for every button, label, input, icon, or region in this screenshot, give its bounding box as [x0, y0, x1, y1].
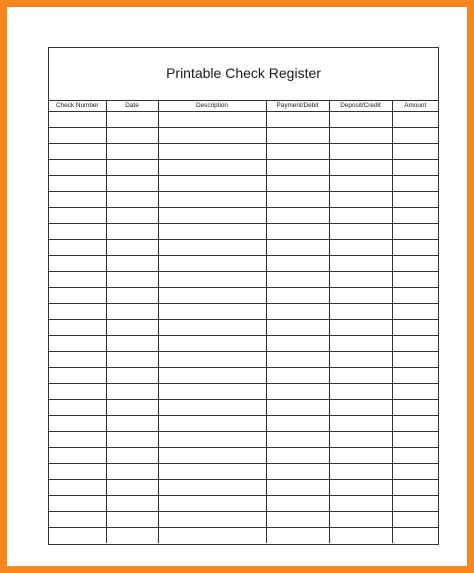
cell-payment-debit — [266, 112, 329, 128]
table-row — [49, 384, 438, 400]
cell-payment-debit — [266, 160, 329, 176]
cell-check-number — [49, 496, 106, 512]
table-row — [49, 464, 438, 480]
cell-amount — [392, 256, 438, 272]
cell-payment-debit — [266, 352, 329, 368]
cell-date — [106, 224, 158, 240]
cell-payment-debit — [266, 128, 329, 144]
register-table — [49, 101, 438, 543]
cell-deposit-credit — [329, 496, 392, 512]
cell-date — [106, 112, 158, 128]
table-row — [49, 160, 438, 176]
cell-deposit-credit — [329, 224, 392, 240]
cell-amount — [392, 368, 438, 384]
cell-amount — [392, 464, 438, 480]
cell-check-number — [49, 368, 106, 384]
cell-payment-debit — [266, 512, 329, 528]
cell-check-number — [49, 240, 106, 256]
cell-amount — [392, 144, 438, 160]
table-row — [49, 480, 438, 496]
cell-date — [106, 480, 158, 496]
cell-description — [158, 336, 266, 352]
register-body — [49, 112, 438, 544]
cell-description — [158, 208, 266, 224]
column-header-check-number: Check Number — [49, 101, 106, 112]
cell-deposit-credit — [329, 512, 392, 528]
cell-amount — [392, 112, 438, 128]
cell-date — [106, 400, 158, 416]
table-row — [49, 416, 438, 432]
cell-deposit-credit — [329, 448, 392, 464]
cell-description — [158, 352, 266, 368]
cell-date — [106, 384, 158, 400]
cell-description — [158, 400, 266, 416]
cell-check-number — [49, 176, 106, 192]
cell-payment-debit — [266, 496, 329, 512]
cell-check-number — [49, 192, 106, 208]
cell-date — [106, 352, 158, 368]
cell-deposit-credit — [329, 320, 392, 336]
cell-description — [158, 144, 266, 160]
cell-payment-debit — [266, 240, 329, 256]
column-header-deposit-credit: Deposit/Credit — [329, 101, 392, 112]
cell-description — [158, 176, 266, 192]
cell-payment-debit — [266, 368, 329, 384]
cell-amount — [392, 224, 438, 240]
table-row — [49, 400, 438, 416]
cell-description — [158, 128, 266, 144]
cell-payment-debit — [266, 448, 329, 464]
cell-date — [106, 496, 158, 512]
cell-description — [158, 512, 266, 528]
table-row — [49, 512, 438, 528]
cell-description — [158, 256, 266, 272]
table-row — [49, 448, 438, 464]
cell-check-number — [49, 512, 106, 528]
cell-check-number — [49, 464, 106, 480]
cell-date — [106, 512, 158, 528]
cell-description — [158, 304, 266, 320]
cell-check-number — [49, 112, 106, 128]
cell-deposit-credit — [329, 352, 392, 368]
cell-check-number — [49, 320, 106, 336]
table-row — [49, 128, 438, 144]
cell-date — [106, 464, 158, 480]
cell-payment-debit — [266, 528, 329, 544]
column-header-description: Description — [158, 101, 266, 112]
cell-deposit-credit — [329, 368, 392, 384]
cell-description — [158, 416, 266, 432]
table-row — [49, 256, 438, 272]
cell-check-number — [49, 480, 106, 496]
cell-date — [106, 448, 158, 464]
cell-deposit-credit — [329, 256, 392, 272]
cell-deposit-credit — [329, 336, 392, 352]
cell-description — [158, 384, 266, 400]
cell-payment-debit — [266, 272, 329, 288]
cell-date — [106, 288, 158, 304]
table-row — [49, 496, 438, 512]
table-row — [49, 192, 438, 208]
cell-deposit-credit — [329, 160, 392, 176]
cell-amount — [392, 496, 438, 512]
cell-amount — [392, 128, 438, 144]
cell-amount — [392, 416, 438, 432]
cell-description — [158, 224, 266, 240]
table-row — [49, 432, 438, 448]
cell-date — [106, 176, 158, 192]
cell-date — [106, 208, 158, 224]
cell-deposit-credit — [329, 144, 392, 160]
cell-date — [106, 160, 158, 176]
cell-check-number — [49, 256, 106, 272]
cell-amount — [392, 320, 438, 336]
cell-payment-debit — [266, 192, 329, 208]
cell-amount — [392, 400, 438, 416]
cell-date — [106, 416, 158, 432]
cell-date — [106, 304, 158, 320]
table-row — [49, 528, 438, 544]
cell-payment-debit — [266, 336, 329, 352]
cell-description — [158, 464, 266, 480]
cell-amount — [392, 512, 438, 528]
cell-check-number — [49, 160, 106, 176]
cell-deposit-credit — [329, 480, 392, 496]
cell-deposit-credit — [329, 288, 392, 304]
cell-payment-debit — [266, 464, 329, 480]
cell-amount — [392, 240, 438, 256]
cell-payment-debit — [266, 176, 329, 192]
table-row — [49, 224, 438, 240]
table-row — [49, 368, 438, 384]
cell-amount — [392, 480, 438, 496]
cell-deposit-credit — [329, 240, 392, 256]
cell-description — [158, 480, 266, 496]
cell-deposit-credit — [329, 272, 392, 288]
cell-date — [106, 336, 158, 352]
table-row — [49, 352, 438, 368]
table-row — [49, 240, 438, 256]
cell-description — [158, 448, 266, 464]
cell-date — [106, 256, 158, 272]
cell-date — [106, 128, 158, 144]
cell-date — [106, 368, 158, 384]
cell-payment-debit — [266, 416, 329, 432]
cell-payment-debit — [266, 320, 329, 336]
table-row — [49, 336, 438, 352]
cell-date — [106, 320, 158, 336]
cell-check-number — [49, 528, 106, 544]
cell-deposit-credit — [329, 528, 392, 544]
cell-description — [158, 288, 266, 304]
cell-payment-debit — [266, 256, 329, 272]
cell-amount — [392, 272, 438, 288]
table-row — [49, 176, 438, 192]
column-header-date: Date — [106, 101, 158, 112]
cell-check-number — [49, 384, 106, 400]
cell-description — [158, 192, 266, 208]
check-register-sheet — [48, 47, 439, 545]
cell-date — [106, 528, 158, 544]
cell-deposit-credit — [329, 208, 392, 224]
cell-check-number — [49, 432, 106, 448]
cell-amount — [392, 336, 438, 352]
cell-check-number — [49, 224, 106, 240]
cell-deposit-credit — [329, 416, 392, 432]
cell-amount — [392, 304, 438, 320]
cell-description — [158, 272, 266, 288]
cell-amount — [392, 448, 438, 464]
cell-check-number — [49, 416, 106, 432]
cell-amount — [392, 352, 438, 368]
cell-check-number — [49, 304, 106, 320]
cell-description — [158, 432, 266, 448]
cell-deposit-credit — [329, 464, 392, 480]
cell-payment-debit — [266, 288, 329, 304]
cell-description — [158, 112, 266, 128]
cell-check-number — [49, 336, 106, 352]
cell-date — [106, 192, 158, 208]
header-row — [49, 101, 438, 112]
cell-amount — [392, 288, 438, 304]
table-row — [49, 288, 438, 304]
cell-date — [106, 272, 158, 288]
page-title: Printable Check Register — [49, 48, 438, 101]
cell-amount — [392, 176, 438, 192]
column-header-amount: Amount — [392, 101, 438, 112]
cell-date — [106, 432, 158, 448]
cell-amount — [392, 384, 438, 400]
cell-deposit-credit — [329, 384, 392, 400]
cell-description — [158, 368, 266, 384]
cell-check-number — [49, 448, 106, 464]
table-row — [49, 304, 438, 320]
cell-payment-debit — [266, 224, 329, 240]
cell-payment-debit — [266, 400, 329, 416]
cell-check-number — [49, 272, 106, 288]
table-row — [49, 112, 438, 128]
cell-amount — [392, 160, 438, 176]
cell-deposit-credit — [329, 400, 392, 416]
cell-payment-debit — [266, 480, 329, 496]
table-row — [49, 320, 438, 336]
cell-date — [106, 144, 158, 160]
cell-deposit-credit — [329, 176, 392, 192]
cell-payment-debit — [266, 304, 329, 320]
cell-check-number — [49, 144, 106, 160]
cell-payment-debit — [266, 144, 329, 160]
cell-description — [158, 320, 266, 336]
table-row — [49, 144, 438, 160]
cell-description — [158, 240, 266, 256]
cell-payment-debit — [266, 384, 329, 400]
cell-payment-debit — [266, 432, 329, 448]
column-header-payment-debit: Payment/Debit — [266, 101, 329, 112]
cell-deposit-credit — [329, 432, 392, 448]
cell-check-number — [49, 352, 106, 368]
cell-description — [158, 160, 266, 176]
cell-check-number — [49, 288, 106, 304]
cell-amount — [392, 208, 438, 224]
cell-amount — [392, 432, 438, 448]
cell-check-number — [49, 400, 106, 416]
cell-date — [106, 240, 158, 256]
cell-description — [158, 496, 266, 512]
cell-deposit-credit — [329, 112, 392, 128]
cell-check-number — [49, 128, 106, 144]
cell-payment-debit — [266, 208, 329, 224]
cell-check-number — [49, 208, 106, 224]
cell-deposit-credit — [329, 304, 392, 320]
cell-deposit-credit — [329, 128, 392, 144]
cell-amount — [392, 192, 438, 208]
cell-deposit-credit — [329, 192, 392, 208]
cell-amount — [392, 528, 438, 544]
table-row — [49, 272, 438, 288]
cell-description — [158, 528, 266, 544]
table-row — [49, 208, 438, 224]
